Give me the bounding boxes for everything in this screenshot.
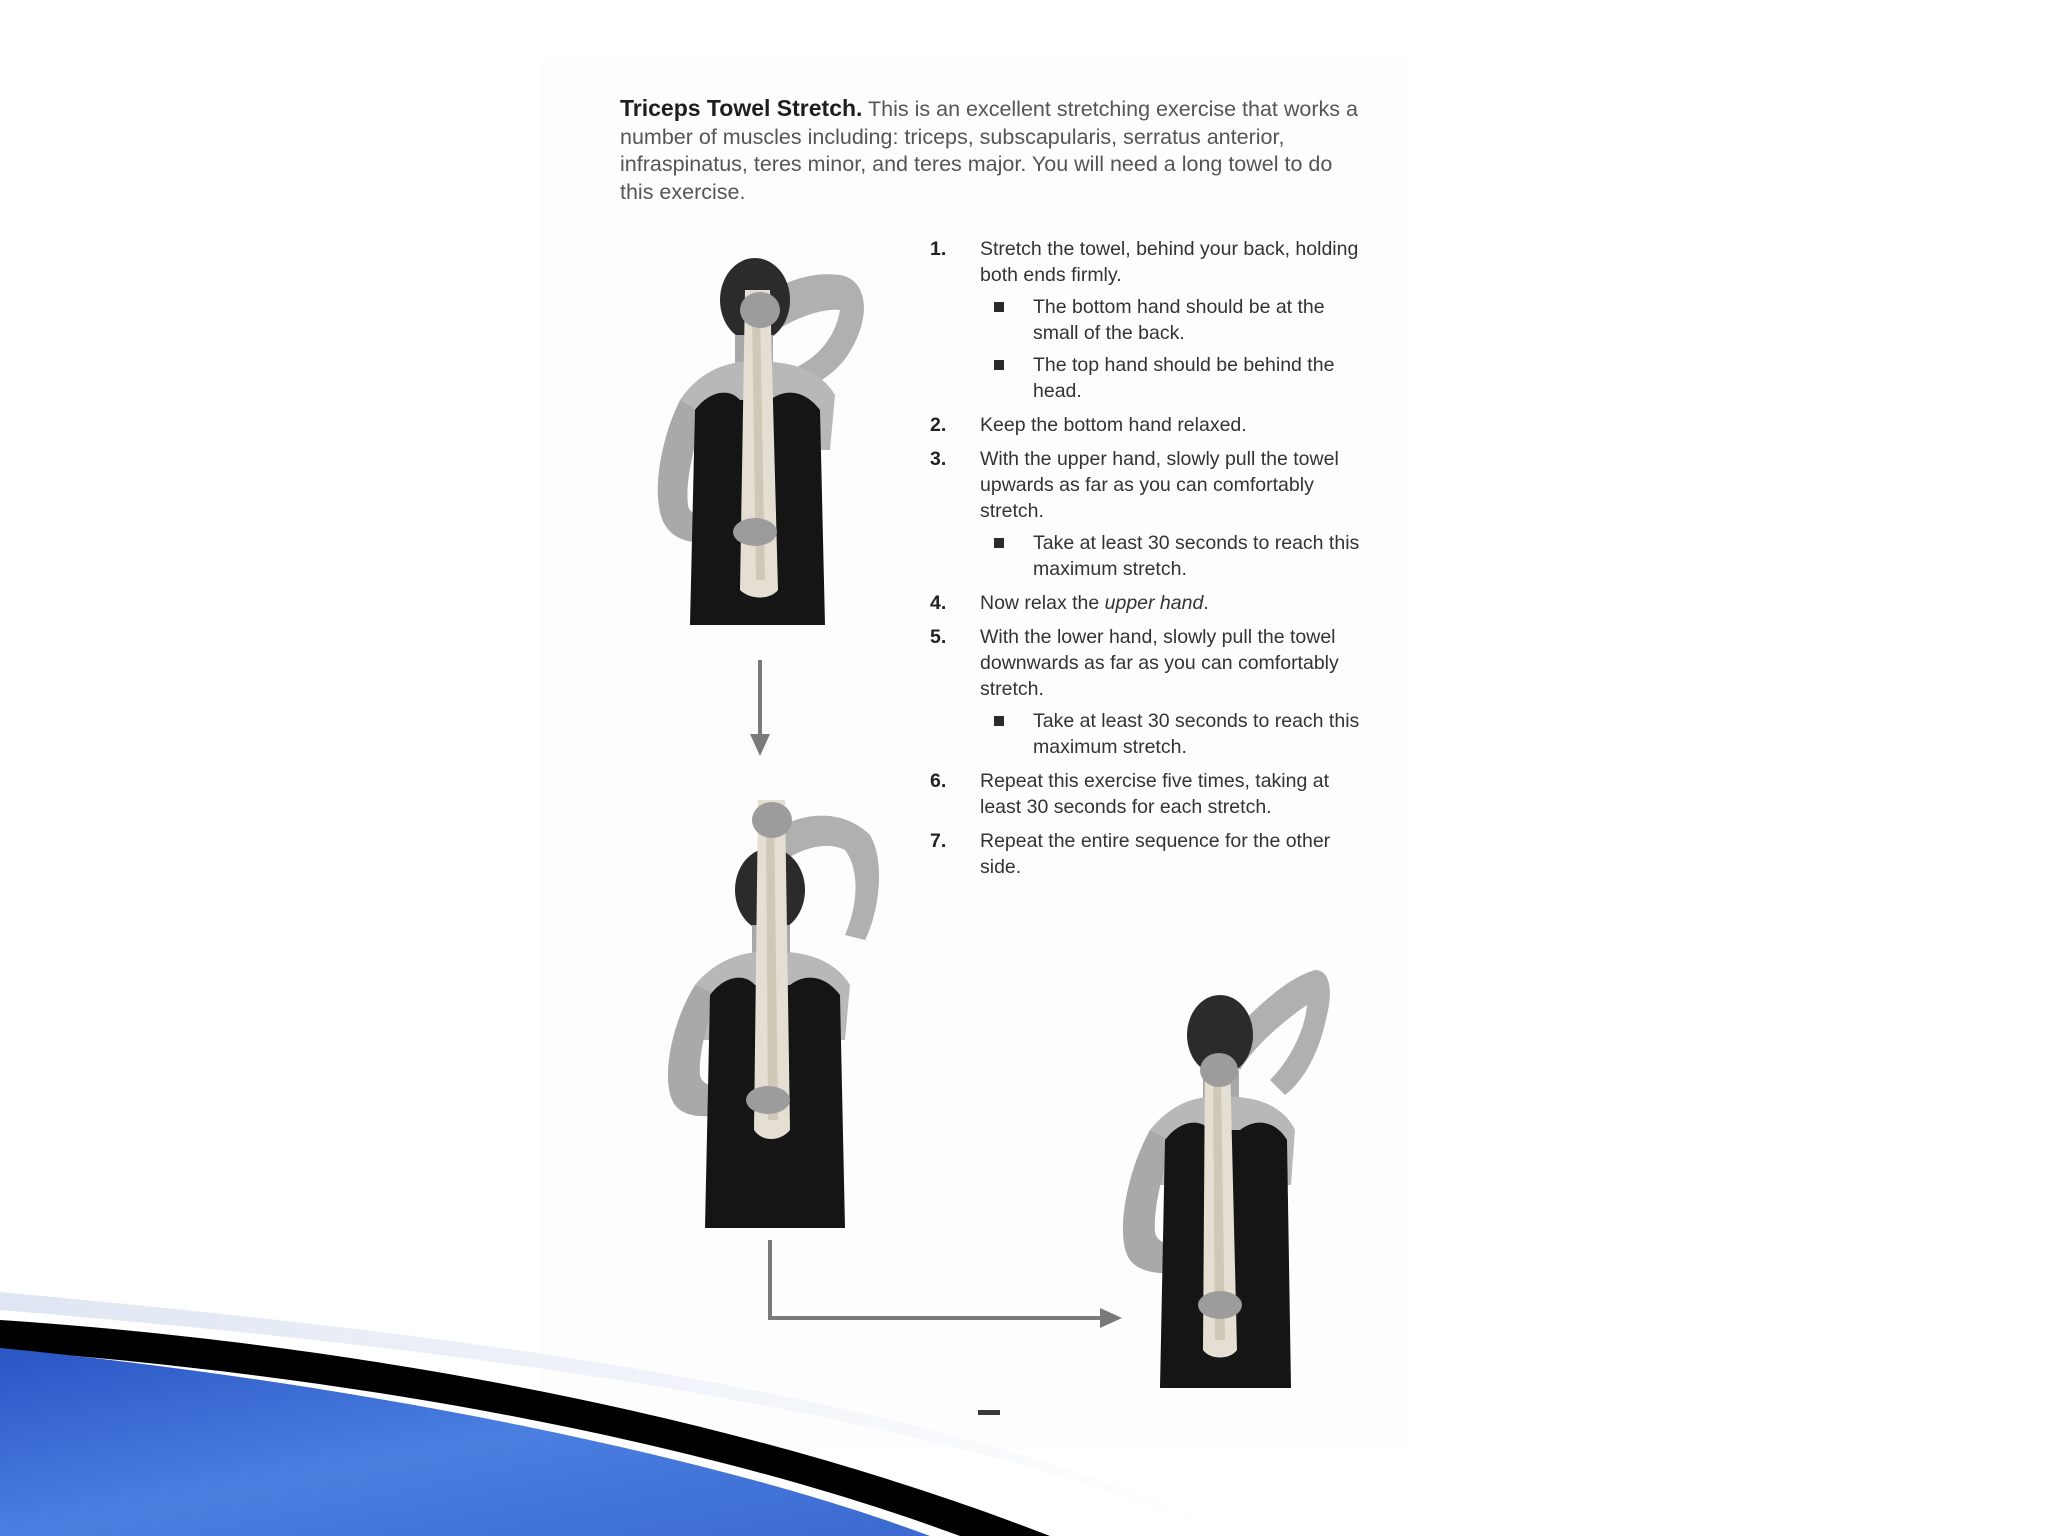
stretch-photo-upward <box>630 800 930 1230</box>
step-text: Stretch the towel, behind your back, holding both ends firmly. <box>980 238 1359 286</box>
step-item <box>930 624 1370 760</box>
step-number: 2. <box>930 414 947 436</box>
step-bullets <box>980 708 1370 760</box>
exercise-title: Triceps Towel Stretch. <box>620 95 863 121</box>
step-text: With the upper hand, slowly pull the towel upwards as far as you can comfortably stretch. <box>980 448 1339 522</box>
bullet-item <box>980 530 1370 582</box>
bullet-text: The top hand should be behind the head. <box>1033 354 1335 402</box>
step-item <box>930 590 1370 616</box>
step-number: 5. <box>930 626 947 648</box>
step-bullets <box>980 530 1370 582</box>
step-item <box>930 236 1370 404</box>
square-bullet-icon <box>994 538 1004 548</box>
step-text-emphasis: upper hand <box>1104 592 1204 614</box>
swoosh-decoration <box>0 1280 2048 1536</box>
stretch-photo-start <box>620 250 910 630</box>
step-text-before: Now relax the <box>980 592 1105 614</box>
step-number: 3. <box>930 448 947 470</box>
step-text: Keep the bottom hand relaxed. <box>980 414 1247 436</box>
step-item <box>930 768 1370 820</box>
square-bullet-icon <box>994 716 1004 726</box>
bullet-text: Take at least 30 seconds to reach this maximum stretch. <box>1033 532 1360 580</box>
arrow-down-icon <box>748 660 772 760</box>
step-number: 4. <box>930 592 947 614</box>
step-bullets <box>980 294 1370 404</box>
step-number: 6. <box>930 770 947 792</box>
bullet-text: Take at least 30 seconds to reach this maximum stretch. <box>1033 710 1360 758</box>
step-text: Repeat the entire sequence for the other side. <box>980 830 1331 878</box>
bullet-text: The bottom hand should be at the small of the back. <box>1033 296 1325 344</box>
step-item <box>930 828 1370 880</box>
step-number: 7. <box>930 830 947 852</box>
bullet-item <box>980 352 1370 404</box>
instruction-steps <box>930 236 1370 888</box>
square-bullet-icon <box>994 302 1004 312</box>
bullet-item <box>980 294 1370 346</box>
step-item <box>930 446 1370 582</box>
intro-text: This is an excellent stretching exercise that works a number of muscles including: triceps, subscapularis, serratus anterior, infraspinatus, teres minor, and teres major. You will need a long towel to do this exercise. <box>620 97 1358 204</box>
step-text-after: . <box>1203 592 1209 614</box>
intro-paragraph <box>620 95 1370 206</box>
step-text: With the lower hand, slowly pull the towel downwards as far as you can comfortably stretch. <box>980 626 1339 700</box>
step-item <box>930 412 1370 438</box>
square-bullet-icon <box>994 360 1004 370</box>
step-text: Repeat this exercise five times, taking at least 30 seconds for each stretch. <box>980 770 1329 818</box>
step-number: 1. <box>930 238 947 260</box>
bullet-item <box>980 708 1370 760</box>
